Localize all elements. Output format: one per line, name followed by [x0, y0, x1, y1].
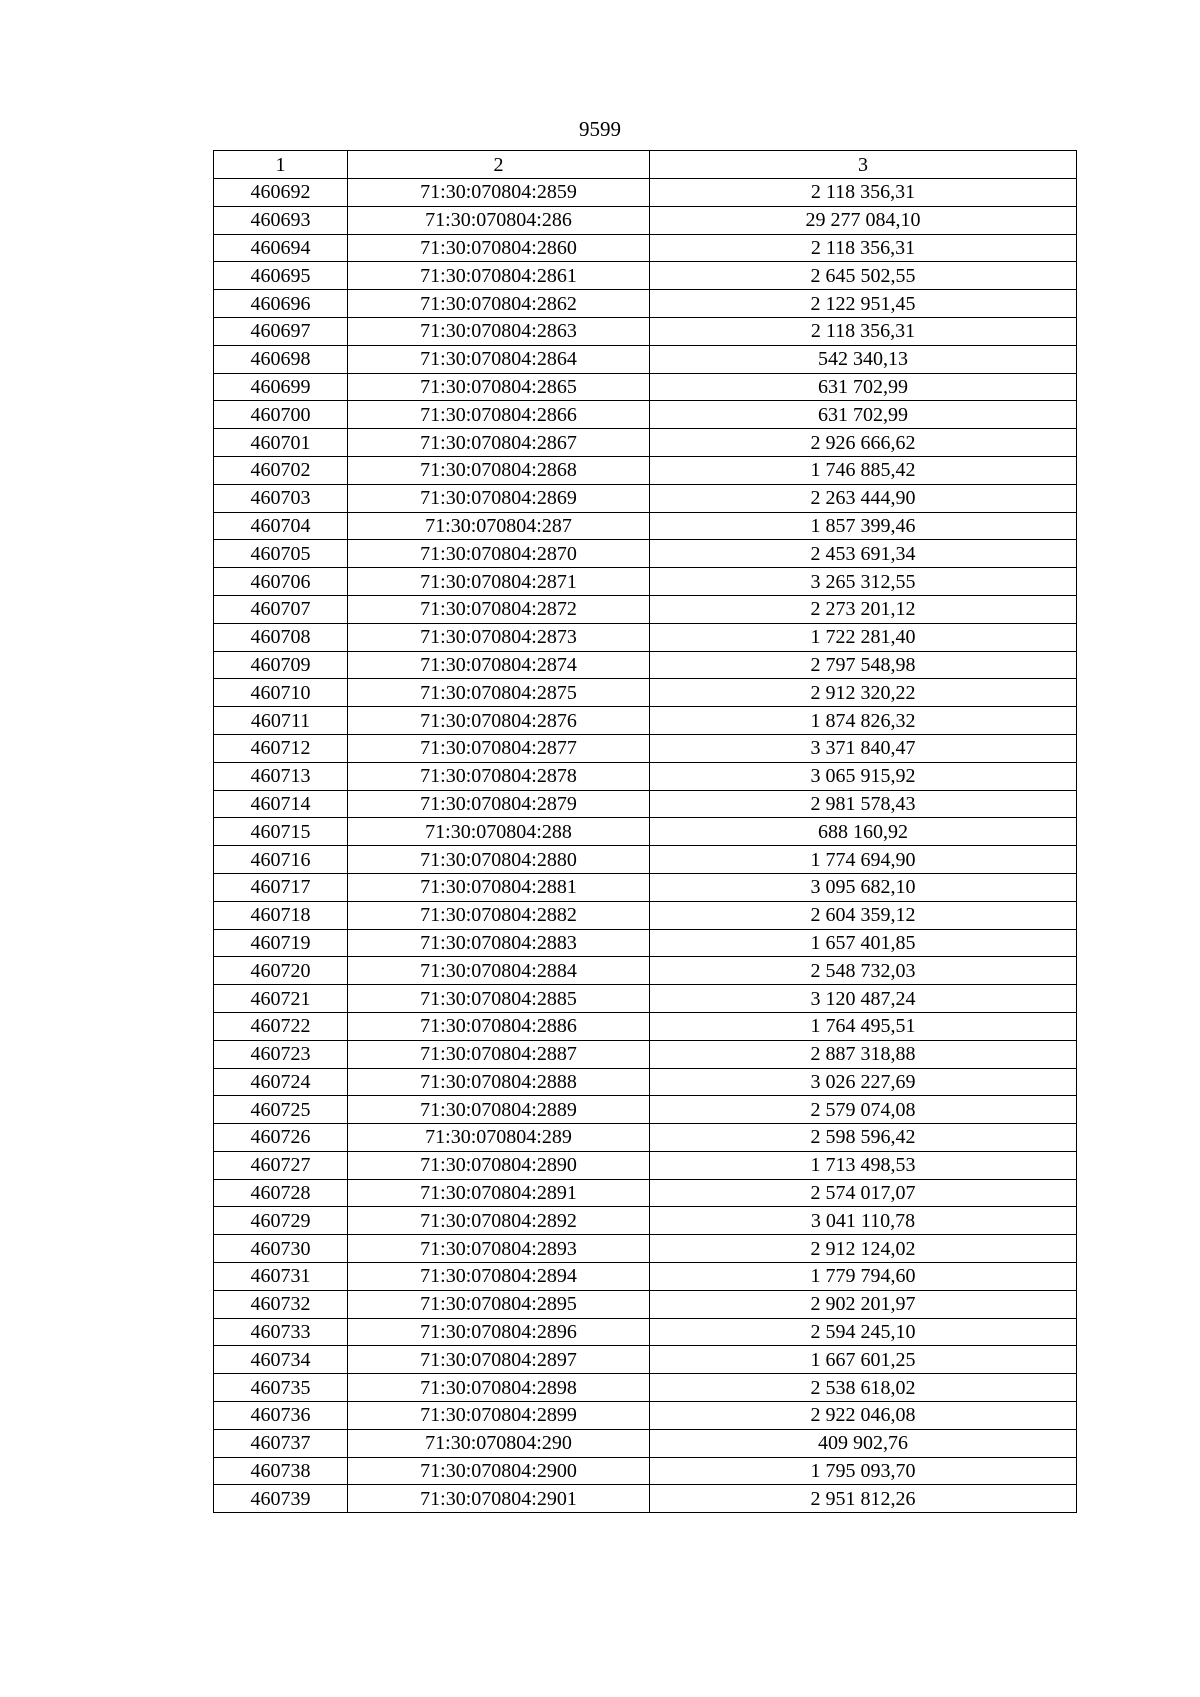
row-number-cell: 460729	[214, 1207, 348, 1235]
table-row	[214, 846, 1077, 874]
table-row	[214, 1374, 1077, 1402]
header-cell-2: 2	[348, 151, 650, 179]
row-number-cell: 460697	[214, 317, 348, 345]
cadastral-number-cell: 71:30:070804:2873	[348, 623, 650, 651]
value-cell: 2 263 444,90	[650, 484, 1077, 512]
cadastral-number-cell: 71:30:070804:2867	[348, 429, 650, 457]
row-number-cell: 460715	[214, 818, 348, 846]
row-number-cell: 460719	[214, 929, 348, 957]
row-number-cell: 460712	[214, 734, 348, 762]
row-number-cell: 460735	[214, 1374, 348, 1402]
cadastral-number-cell: 71:30:070804:2900	[348, 1457, 650, 1485]
value-cell: 1 764 495,51	[650, 1012, 1077, 1040]
row-number-cell: 460739	[214, 1485, 348, 1513]
table-row	[214, 762, 1077, 790]
cadastral-number-cell: 71:30:070804:2862	[348, 290, 650, 318]
row-number-cell: 460698	[214, 345, 348, 373]
cadastral-number-cell: 71:30:070804:2878	[348, 762, 650, 790]
table-row	[214, 595, 1077, 623]
table-row	[214, 790, 1077, 818]
value-cell: 1 657 401,85	[650, 929, 1077, 957]
value-cell: 2 887 318,88	[650, 1040, 1077, 1068]
cadastral-number-cell: 71:30:070804:286	[348, 206, 650, 234]
table-row	[214, 1263, 1077, 1291]
cadastral-number-cell: 71:30:070804:2890	[348, 1151, 650, 1179]
value-cell: 1 774 694,90	[650, 846, 1077, 874]
cadastral-number-cell: 71:30:070804:2898	[348, 1374, 650, 1402]
row-number-cell: 460710	[214, 679, 348, 707]
cadastral-number-cell: 71:30:070804:2892	[348, 1207, 650, 1235]
value-cell: 2 122 951,45	[650, 290, 1077, 318]
value-cell: 3 095 682,10	[650, 873, 1077, 901]
value-cell: 2 579 074,08	[650, 1096, 1077, 1124]
cadastral-number-cell: 71:30:070804:2894	[348, 1263, 650, 1291]
cadastral-number-cell: 71:30:070804:2871	[348, 568, 650, 596]
header-cell-1: 1	[214, 151, 348, 179]
value-cell: 1 795 093,70	[650, 1457, 1077, 1485]
row-number-cell: 460707	[214, 595, 348, 623]
table-row	[214, 512, 1077, 540]
cadastral-number-cell: 71:30:070804:2875	[348, 679, 650, 707]
row-number-cell: 460713	[214, 762, 348, 790]
value-cell: 1 746 885,42	[650, 456, 1077, 484]
cadastral-number-cell: 71:30:070804:2869	[348, 484, 650, 512]
table-row	[214, 1124, 1077, 1152]
row-number-cell: 460737	[214, 1429, 348, 1457]
row-number-cell: 460728	[214, 1179, 348, 1207]
table-row	[214, 1429, 1077, 1457]
value-cell: 2 922 046,08	[650, 1402, 1077, 1430]
value-cell: 2 645 502,55	[650, 262, 1077, 290]
row-number-cell: 460718	[214, 901, 348, 929]
row-number-cell: 460721	[214, 985, 348, 1013]
table-row	[214, 623, 1077, 651]
cadastral-number-cell: 71:30:070804:2870	[348, 540, 650, 568]
row-number-cell: 460716	[214, 846, 348, 874]
value-cell: 631 702,99	[650, 401, 1077, 429]
row-number-cell: 460733	[214, 1318, 348, 1346]
value-cell: 631 702,99	[650, 373, 1077, 401]
table-row	[214, 317, 1077, 345]
cadastral-number-cell: 71:30:070804:287	[348, 512, 650, 540]
row-number-cell: 460695	[214, 262, 348, 290]
row-number-cell: 460734	[214, 1346, 348, 1374]
value-cell: 2 574 017,07	[650, 1179, 1077, 1207]
row-number-cell: 460706	[214, 568, 348, 596]
value-cell: 2 902 201,97	[650, 1290, 1077, 1318]
cadastral-number-cell: 71:30:070804:2884	[348, 957, 650, 985]
row-number-cell: 460732	[214, 1290, 348, 1318]
table-row	[214, 957, 1077, 985]
value-cell: 2 538 618,02	[650, 1374, 1077, 1402]
table-row	[214, 651, 1077, 679]
value-cell: 2 594 245,10	[650, 1318, 1077, 1346]
value-cell: 29 277 084,10	[650, 206, 1077, 234]
table-row	[214, 873, 1077, 901]
table-row	[214, 1485, 1077, 1513]
value-cell: 3 041 110,78	[650, 1207, 1077, 1235]
value-cell: 2 453 691,34	[650, 540, 1077, 568]
value-cell: 2 118 356,31	[650, 317, 1077, 345]
value-cell: 1 713 498,53	[650, 1151, 1077, 1179]
row-number-cell: 460738	[214, 1457, 348, 1485]
value-cell: 2 118 356,31	[650, 179, 1077, 207]
cadastral-number-cell: 71:30:070804:2883	[348, 929, 650, 957]
data-table	[213, 150, 1077, 1513]
cadastral-number-cell: 71:30:070804:2865	[348, 373, 650, 401]
row-number-cell: 460703	[214, 484, 348, 512]
row-number-cell: 460725	[214, 1096, 348, 1124]
cadastral-number-cell: 71:30:070804:2895	[348, 1290, 650, 1318]
cadastral-number-cell: 71:30:070804:2880	[348, 846, 650, 874]
row-number-cell: 460699	[214, 373, 348, 401]
cadastral-number-cell: 71:30:070804:2891	[348, 1179, 650, 1207]
row-number-cell: 460723	[214, 1040, 348, 1068]
cadastral-number-cell: 71:30:070804:2886	[348, 1012, 650, 1040]
row-number-cell: 460704	[214, 512, 348, 540]
cadastral-number-cell: 71:30:070804:2901	[348, 1485, 650, 1513]
value-cell: 1 874 826,32	[650, 707, 1077, 735]
row-number-cell: 460736	[214, 1402, 348, 1430]
row-number-cell: 460693	[214, 206, 348, 234]
cadastral-number-cell: 71:30:070804:2879	[348, 790, 650, 818]
header-row	[214, 151, 1077, 179]
table-row	[214, 1457, 1077, 1485]
cadastral-number-cell: 71:30:070804:2887	[348, 1040, 650, 1068]
value-cell: 2 926 666,62	[650, 429, 1077, 457]
value-cell: 3 371 840,47	[650, 734, 1077, 762]
cadastral-number-cell: 71:30:070804:2868	[348, 456, 650, 484]
row-number-cell: 460731	[214, 1263, 348, 1291]
cadastral-number-cell: 71:30:070804:2876	[348, 707, 650, 735]
table-row	[214, 234, 1077, 262]
row-number-cell: 460700	[214, 401, 348, 429]
table-row	[214, 484, 1077, 512]
table-row	[214, 679, 1077, 707]
row-number-cell: 460702	[214, 456, 348, 484]
cadastral-number-cell: 71:30:070804:2882	[348, 901, 650, 929]
cadastral-number-cell: 71:30:070804:2881	[348, 873, 650, 901]
cadastral-number-cell: 71:30:070804:2889	[348, 1096, 650, 1124]
cadastral-number-cell: 71:30:070804:289	[348, 1124, 650, 1152]
value-cell: 2 548 732,03	[650, 957, 1077, 985]
row-number-cell: 460694	[214, 234, 348, 262]
table-row	[214, 1040, 1077, 1068]
row-number-cell: 460730	[214, 1235, 348, 1263]
table-row	[214, 568, 1077, 596]
table-row	[214, 1151, 1077, 1179]
value-cell: 3 026 227,69	[650, 1068, 1077, 1096]
table-row	[214, 1346, 1077, 1374]
value-cell: 2 604 359,12	[650, 901, 1077, 929]
cadastral-number-cell: 71:30:070804:2866	[348, 401, 650, 429]
row-number-cell: 460720	[214, 957, 348, 985]
row-number-cell: 460717	[214, 873, 348, 901]
value-cell: 2 912 124,02	[650, 1235, 1077, 1263]
value-cell: 2 273 201,12	[650, 595, 1077, 623]
table-row	[214, 179, 1077, 207]
table-row	[214, 540, 1077, 568]
row-number-cell: 460726	[214, 1124, 348, 1152]
value-cell: 2 797 548,98	[650, 651, 1077, 679]
cadastral-number-cell: 71:30:070804:2872	[348, 595, 650, 623]
cadastral-number-cell: 71:30:070804:2861	[348, 262, 650, 290]
value-cell: 3 120 487,24	[650, 985, 1077, 1013]
table-row	[214, 1179, 1077, 1207]
table-row	[214, 1068, 1077, 1096]
table-row	[214, 401, 1077, 429]
table-row	[214, 1012, 1077, 1040]
value-cell: 542 340,13	[650, 345, 1077, 373]
value-cell: 3 265 312,55	[650, 568, 1077, 596]
row-number-cell: 460701	[214, 429, 348, 457]
row-number-cell: 460696	[214, 290, 348, 318]
table-body	[214, 151, 1077, 1513]
page-number: 9599	[579, 117, 621, 141]
table-row	[214, 290, 1077, 318]
table-row	[214, 1235, 1077, 1263]
value-cell: 2 981 578,43	[650, 790, 1077, 818]
table-row	[214, 206, 1077, 234]
row-number-cell: 460722	[214, 1012, 348, 1040]
header-cell-3: 3	[650, 151, 1077, 179]
table-row	[214, 707, 1077, 735]
value-cell: 2 951 812,26	[650, 1485, 1077, 1513]
value-cell: 409 902,76	[650, 1429, 1077, 1457]
cadastral-number-cell: 71:30:070804:2859	[348, 179, 650, 207]
row-number-cell: 460708	[214, 623, 348, 651]
cadastral-number-cell: 71:30:070804:2896	[348, 1318, 650, 1346]
table-row	[214, 429, 1077, 457]
table-row	[214, 901, 1077, 929]
cadastral-number-cell: 71:30:070804:2860	[348, 234, 650, 262]
cadastral-number-cell: 71:30:070804:2897	[348, 1346, 650, 1374]
value-cell: 3 065 915,92	[650, 762, 1077, 790]
table-row	[214, 1096, 1077, 1124]
cadastral-number-cell: 71:30:070804:2899	[348, 1402, 650, 1430]
value-cell: 1 857 399,46	[650, 512, 1077, 540]
cadastral-number-cell: 71:30:070804:290	[348, 1429, 650, 1457]
table-row	[214, 1318, 1077, 1346]
value-cell: 1 667 601,25	[650, 1346, 1077, 1374]
table-row	[214, 985, 1077, 1013]
row-number-cell: 460709	[214, 651, 348, 679]
value-cell: 2 912 320,22	[650, 679, 1077, 707]
row-number-cell: 460692	[214, 179, 348, 207]
row-number-cell: 460714	[214, 790, 348, 818]
cadastral-number-cell: 71:30:070804:2888	[348, 1068, 650, 1096]
value-cell: 1 779 794,60	[650, 1263, 1077, 1291]
table-row	[214, 1402, 1077, 1430]
row-number-cell: 460727	[214, 1151, 348, 1179]
table-row	[214, 345, 1077, 373]
cadastral-number-cell: 71:30:070804:288	[348, 818, 650, 846]
cadastral-number-cell: 71:30:070804:2863	[348, 317, 650, 345]
row-number-cell: 460705	[214, 540, 348, 568]
table-row	[214, 1290, 1077, 1318]
value-cell: 2 598 596,42	[650, 1124, 1077, 1152]
table-row	[214, 262, 1077, 290]
row-number-cell: 460711	[214, 707, 348, 735]
cadastral-number-cell: 71:30:070804:2864	[348, 345, 650, 373]
value-cell: 1 722 281,40	[650, 623, 1077, 651]
table-row	[214, 818, 1077, 846]
cadastral-number-cell: 71:30:070804:2885	[348, 985, 650, 1013]
value-cell: 688 160,92	[650, 818, 1077, 846]
table-row	[214, 456, 1077, 484]
cadastral-number-cell: 71:30:070804:2874	[348, 651, 650, 679]
cadastral-number-cell: 71:30:070804:2877	[348, 734, 650, 762]
value-cell: 2 118 356,31	[650, 234, 1077, 262]
table-row	[214, 734, 1077, 762]
table-row	[214, 1207, 1077, 1235]
cadastral-number-cell: 71:30:070804:2893	[348, 1235, 650, 1263]
table-row	[214, 373, 1077, 401]
table-row	[214, 929, 1077, 957]
row-number-cell: 460724	[214, 1068, 348, 1096]
